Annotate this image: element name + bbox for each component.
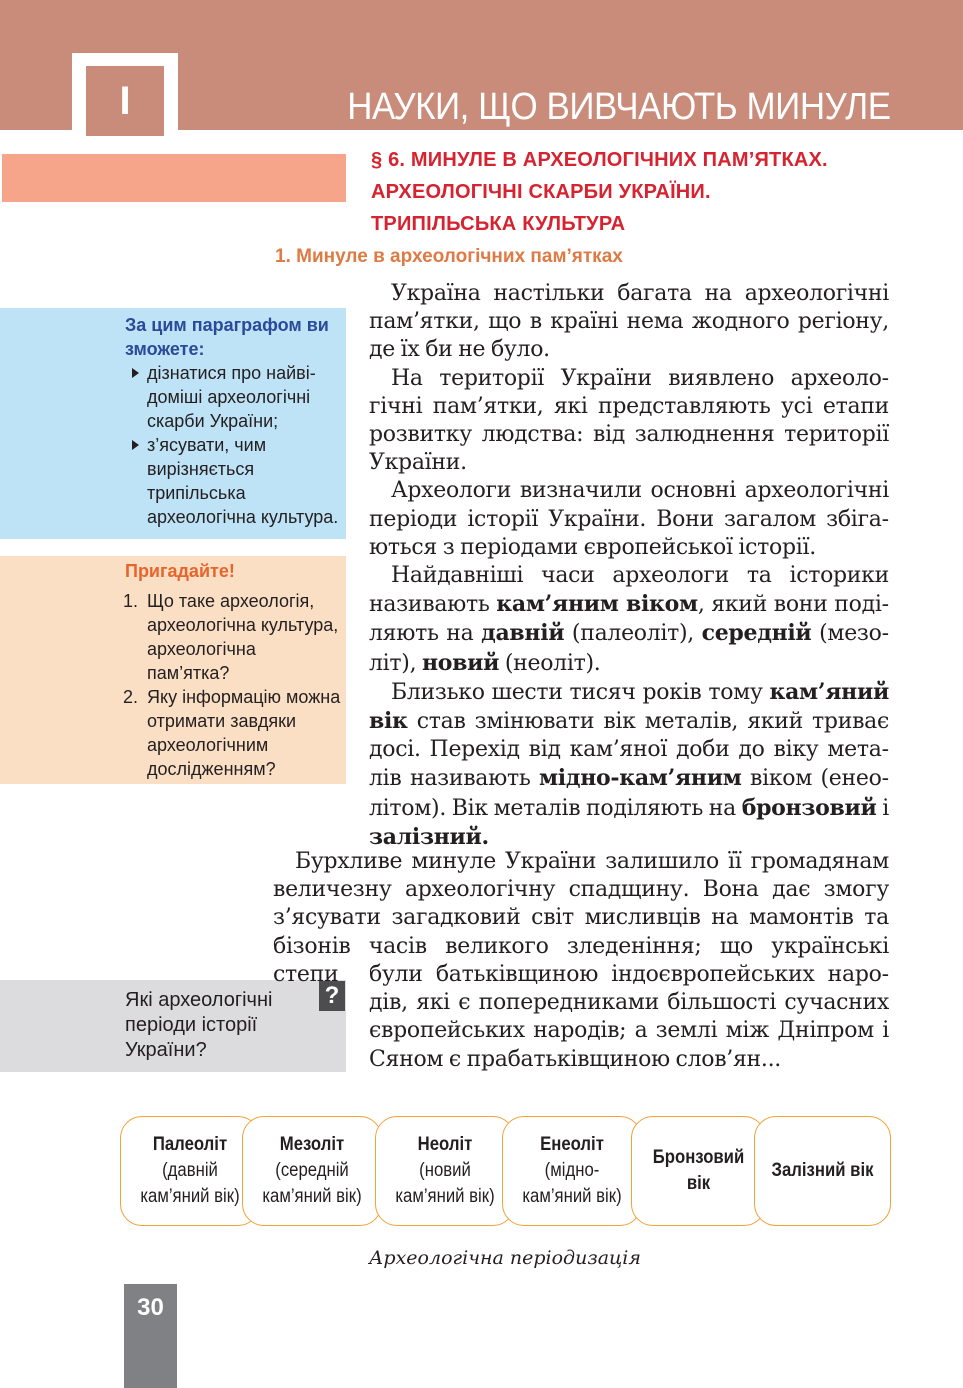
- period-name: Енеоліт: [540, 1134, 604, 1155]
- decorative-strip: [2, 154, 346, 202]
- section-subheading: 1. Минуле в археологічних пам’ятках: [275, 246, 623, 267]
- bold-term: залізний.: [369, 823, 489, 850]
- recall-item-number: 2.: [123, 687, 139, 707]
- body-text-tail: [369, 961, 889, 1074]
- recall-item-text: Яку інформацію можна отримати завдяки археологічним дослідженням?: [147, 687, 341, 779]
- goals-item: з’ясувати, чим вирізняється трипільська археологічна культура.: [129, 433, 344, 529]
- paragraph-title: [371, 144, 951, 240]
- period-name: Неоліт: [417, 1134, 473, 1155]
- chapter-title: НАУКИ, ЩО ВИВЧАЮТЬ МИНУЛЕ: [347, 86, 891, 128]
- body-paragraph: На території України виявлено археологічні пам’ятки, які представляють усі етапи розвитку людства: від залюднення території України.: [369, 365, 889, 476]
- period-description: (середній кам’яний вік): [262, 1160, 362, 1207]
- text-run: став змінювати вік металів, який триває досі. Перехід від кам’яної доби до віку металів називають: [369, 709, 889, 792]
- paragraph-title-line: АРХЕОЛОГІЧНІ СКАРБИ УКРАЇНИ.: [371, 181, 711, 203]
- recall-item-number: 1.: [123, 591, 139, 611]
- body-text-column: [369, 280, 889, 852]
- question-text: Які археологічні періоди історії України?: [125, 989, 273, 1061]
- period-box-mesolithic: [242, 1116, 382, 1226]
- text-run: (мезоліт),: [369, 621, 889, 676]
- bold-term: давній: [481, 620, 565, 647]
- period-box-paleolithic: [120, 1116, 260, 1226]
- chapter-number: I: [86, 66, 164, 136]
- period-description: (давній кам’яний вік): [140, 1160, 240, 1207]
- page-number: 30: [137, 1294, 164, 1321]
- period-name: Мезоліт: [279, 1134, 345, 1155]
- text-run: Близько шести тисяч років тому: [391, 679, 770, 705]
- bold-term: середній: [701, 620, 812, 647]
- question-mark-icon: ?: [319, 981, 345, 1011]
- body-paragraph: Бурхливе минуле України залишило її громадянам величезну археологічну спадщину. Вона дає змогу з’ясувати загадковий світ мисливців на мамонтів та бізонів часів великого зледеніння; що українські степи: [273, 849, 889, 987]
- period-description: (новий кам’яний вік): [395, 1160, 495, 1207]
- goals-item: дізнатися про найвідоміші археологічні скарби України;: [129, 361, 344, 433]
- text-run: , який вони поділяють на: [369, 592, 889, 647]
- body-paragraph: [369, 562, 889, 678]
- recall-item-text: Що таке археологія, археологічна культура, археологічна пам’ятка?: [147, 591, 339, 683]
- text-run: і: [876, 795, 889, 821]
- text-run: (палеоліт),: [564, 621, 702, 647]
- goals-title: За цим параграфом ви зможете:: [125, 315, 329, 359]
- body-paragraph: [369, 678, 889, 852]
- bold-term: кам’яним віком: [496, 591, 698, 618]
- period-description: (мідно-кам’яний вік): [522, 1160, 622, 1207]
- period-box-iron-age: [754, 1116, 891, 1226]
- bold-term: бронзовий: [741, 794, 877, 821]
- bold-term: кам’яний вік: [369, 678, 889, 735]
- text-run: Найдавніші часи археологи та історики називають: [369, 563, 889, 618]
- body-paragraph: Україна настільки багата на археологічні пам’ятки, що в країні нема жодного регіону, де їх би не було.: [369, 281, 889, 363]
- period-box-neolithic: [375, 1116, 515, 1226]
- bold-term: мідно-кам’яним: [539, 765, 742, 792]
- period-name: Палеоліт: [152, 1134, 228, 1155]
- recall-title: Пригадайте!: [125, 561, 235, 581]
- bold-term: новий: [421, 649, 500, 676]
- body-paragraph: Археологи визначили основні археологічні періоди історії України. Вони загалом збігаються з періодами європейської історії.: [369, 478, 889, 560]
- period-name: Бронзовий вік: [652, 1147, 745, 1194]
- text-run: (неоліт).: [499, 650, 601, 676]
- recall-item: [123, 589, 343, 685]
- period-name: Залізний вік: [771, 1160, 874, 1181]
- paragraph-title-line: § 6. МИНУЛЕ В АРХЕОЛОГІЧНИХ ПАМ’ЯТКАХ.: [371, 149, 828, 171]
- figure-caption: Археологічна періодизація: [369, 1247, 641, 1269]
- period-box-bronze-age: [631, 1116, 766, 1226]
- paragraph-title-line: ТРИПІЛЬСЬКА КУЛЬТУРА: [371, 213, 626, 235]
- text-run: віком (енеолітом). Вік металів поділяють на: [369, 766, 889, 821]
- goals-list: [129, 361, 344, 529]
- recall-item: [123, 685, 343, 781]
- recall-list: [123, 589, 343, 781]
- period-box-eneolithic: [502, 1116, 642, 1226]
- body-paragraph: були батьківщиною індоєвропейських народів, які є попередниками більшості сучасних європейських народів; а землі між Дніпром і Сяном є прабатьківщиною слов’ян...: [369, 962, 889, 1072]
